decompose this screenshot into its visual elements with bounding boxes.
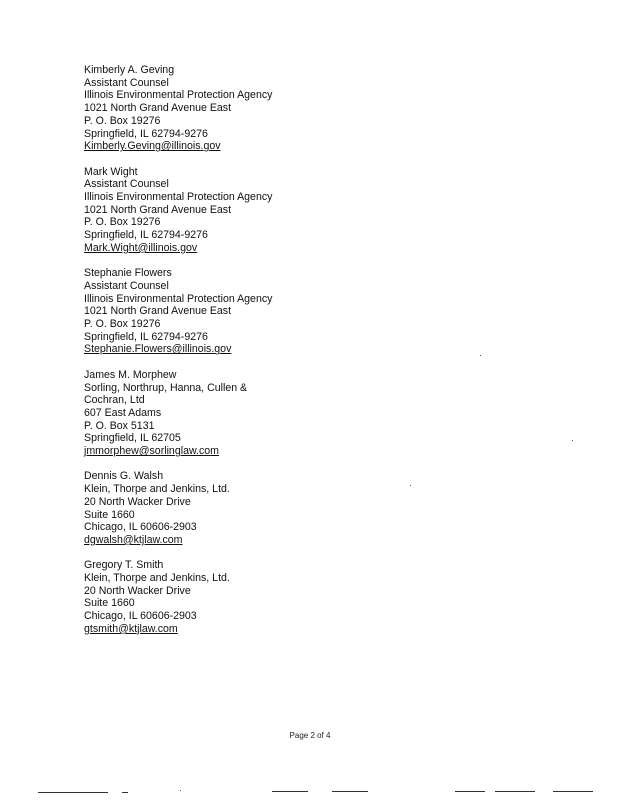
contact-block — [84, 267, 384, 356]
contact-address-line: Springfield, IL 62794-9276 — [84, 330, 208, 343]
contact-address-line: Springfield, IL 62794-9276 — [84, 127, 208, 140]
contact-name: James M. Morphew — [84, 368, 177, 381]
contact-block — [84, 559, 384, 635]
contact-name: Mark Wight — [84, 165, 138, 178]
contact-address-line: 607 East Adams — [84, 406, 162, 419]
contact-block — [84, 64, 384, 153]
scan-edge-marks — [0, 785, 618, 800]
contact-firm-line: Klein, Thorpe and Jenkins, Ltd. — [84, 483, 230, 496]
contact-title: Assistant Counsel — [84, 76, 169, 89]
contact-email-link[interactable]: dgwalsh@ktjlaw.com — [84, 533, 183, 546]
contact-email-link[interactable]: Stephanie.Flowers@illinois.gov — [84, 343, 232, 356]
scan-mark — [332, 791, 368, 792]
contact-address-line: Chicago, IL 60606-2903 — [84, 521, 197, 534]
contact-address-line: P. O. Box 19276 — [84, 114, 161, 127]
scan-mark — [455, 791, 485, 792]
contact-organization: Illinois Environmental Protection Agency — [84, 191, 273, 204]
contact-address-line: Chicago, IL 60606-2903 — [84, 610, 197, 623]
contact-email-link[interactable]: gtsmith@ktjlaw.com — [84, 622, 178, 635]
page-footer — [0, 731, 618, 740]
scan-mark — [553, 791, 593, 792]
scan-speck — [480, 355, 481, 356]
scan-speck — [410, 485, 411, 486]
contact-organization: Illinois Environmental Protection Agency — [84, 292, 273, 305]
contact-address-line: 1021 North Grand Avenue East — [84, 102, 232, 115]
contact-address-line: P. O. Box 5131 — [84, 419, 155, 432]
contact-name: Stephanie Flowers — [84, 267, 172, 280]
contact-address-line: Suite 1660 — [84, 508, 135, 521]
contact-address-line: 1021 North Grand Avenue East — [84, 203, 232, 216]
contact-address-line: 1021 North Grand Avenue East — [84, 305, 232, 318]
page-number: Page 2 of 4 — [289, 731, 331, 740]
contact-email-link[interactable]: jmmorphew@sorlinglaw.com — [84, 445, 219, 458]
contact-name: Dennis G. Walsh — [84, 470, 164, 483]
contact-block — [84, 166, 384, 255]
contact-title: Assistant Counsel — [84, 178, 169, 191]
scan-speck — [180, 790, 181, 791]
contact-title: Assistant Counsel — [84, 279, 169, 292]
contact-name: Gregory T. Smith — [84, 559, 164, 572]
contact-block — [84, 369, 384, 458]
scan-mark — [272, 791, 308, 792]
contact-address-line: Springfield, IL 62794-9276 — [84, 229, 208, 242]
contact-firm-line: Cochran, Ltd — [84, 394, 145, 407]
contact-email-link[interactable]: Kimberly.Geving@illinois.gov — [84, 140, 221, 153]
contact-email-link[interactable]: Mark.Wight@illinois.gov — [84, 241, 198, 254]
contact-address-line: P. O. Box 19276 — [84, 216, 161, 229]
contact-address-line: 20 North Wacker Drive — [84, 495, 191, 508]
scan-mark — [122, 792, 128, 793]
contact-firm-line: Sorling, Northrup, Hanna, Cullen & — [84, 381, 248, 394]
scan-speck — [572, 440, 573, 441]
contact-address-line: P. O. Box 19276 — [84, 318, 161, 331]
contact-block — [84, 470, 384, 546]
contact-organization: Illinois Environmental Protection Agency — [84, 89, 273, 102]
service-list — [84, 64, 384, 648]
contact-address-line: Suite 1660 — [84, 597, 135, 610]
scan-mark — [38, 792, 108, 793]
contact-name: Kimberly A. Geving — [84, 64, 175, 76]
contact-firm-line: Klein, Thorpe and Jenkins, Ltd. — [84, 572, 230, 585]
contact-address-line: 20 North Wacker Drive — [84, 584, 191, 597]
scan-mark — [495, 791, 535, 792]
contact-address-line: Springfield, IL 62705 — [84, 432, 181, 445]
